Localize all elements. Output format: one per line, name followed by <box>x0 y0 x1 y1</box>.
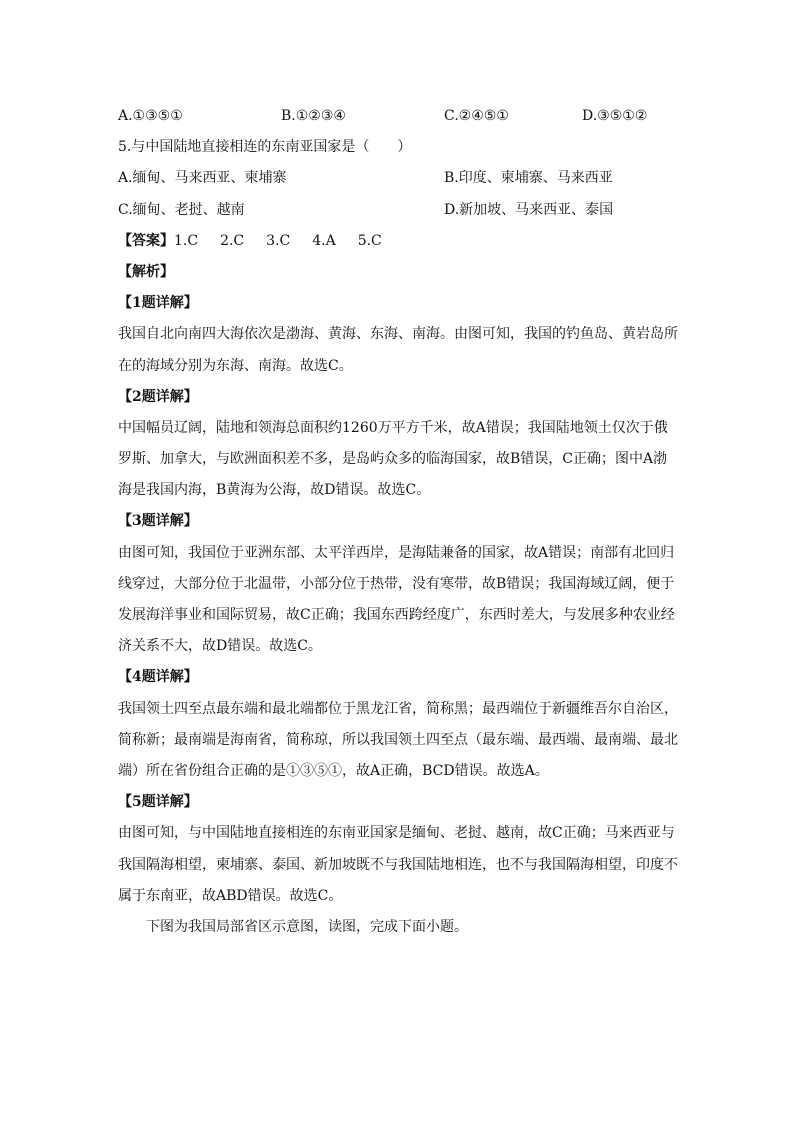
closing-instruction: 下图为我国局部省区示意图，读图，完成下面小题。 <box>146 918 468 935</box>
q4-option-d: D.③⑤①② <box>582 108 648 124</box>
detail-2-line: 罗斯、加拿大，与欧洲面积差不多，是岛屿众多的临海国家，故B错误，C正确；图中A渤 <box>118 451 668 468</box>
detail-1-line: 我国自北向南四大海依次是渤海、黄海、东海、南海。由图可知，我国的钓鱼岛、黄岩岛所 <box>118 326 678 343</box>
detail-heading-3: 【3题详解】 <box>118 513 198 530</box>
q4-option-c: C.②④⑤① <box>444 108 509 124</box>
answer-item: 3.C <box>266 232 291 249</box>
detail-2-line: 中国幅员辽阔，陆地和领海总面积约1260万平方千米，故A错误；我国陆地领土仅次于俄 <box>118 419 668 436</box>
answer-item: 4.A <box>312 232 336 249</box>
detail-5-line: 由图可知，与中国陆地直接相连的东南亚国家是缅甸、老挝、越南，故C正确；马来西亚与 <box>118 825 675 842</box>
answer-row <box>118 226 678 257</box>
q5-option-a: A.缅甸、马来西亚、柬埔寨 <box>118 170 287 187</box>
answer-item: 5.C <box>357 232 382 249</box>
detail-heading-4: 【4题详解】 <box>118 669 198 686</box>
q4-option-b: B.①②③④ <box>281 108 346 124</box>
detail-2-line: 海是我国内海，B黄海为公海，故D错误。故选C。 <box>118 482 431 499</box>
detail-3-line: 济关系不大，故D错误。故选C。 <box>118 638 322 655</box>
analysis-label: 【解析】 <box>118 263 174 280</box>
q5-stem: 5.与中国陆地直接相连的东南亚国家是（ ） <box>118 139 412 156</box>
detail-heading-2: 【2题详解】 <box>118 388 198 405</box>
detail-3-line: 发展海洋事业和国际贸易，故C正确；我国东西跨经度广，东西时差大，与发展多种农业经 <box>118 607 675 623</box>
answer-label: 【答案】 <box>118 232 174 249</box>
answer-item: 1.C <box>174 232 199 249</box>
detail-5-line: 属于东南亚，故ABD错误。故选C。 <box>118 887 343 904</box>
detail-3-line: 由图可知，我国位于亚洲东部、太平洋西岸，是海陆兼备的国家，故A错误；南部有北回归 <box>118 544 675 561</box>
detail-4-line: 我国领土四至点最东端和最北端都位于黑龙江省，简称黑；最西端位于新疆维吾尔自治区， <box>118 700 678 717</box>
q4-options-row <box>118 101 678 132</box>
detail-heading-1: 【1题详解】 <box>118 295 198 312</box>
q5-option-d: D.新加坡、马来西亚、泰国 <box>444 201 614 218</box>
q5-option-b: B.印度、柬埔寨、马来西亚 <box>444 170 613 187</box>
q5-option-c: C.缅甸、老挝、越南 <box>118 201 245 218</box>
detail-3-line: 线穿过，大部分位于北温带，小部分位于热带，没有寒带，故B错误；我国海域辽阔，便于 <box>118 575 675 592</box>
q5-options-row-2 <box>118 195 678 226</box>
detail-4-line: 端）所在省份组合正确的是①③⑤①，故A正确，BCD错误。故选A。 <box>118 762 549 779</box>
detail-1-line: 在的海域分别为东海、南海。故选C。 <box>118 357 353 374</box>
answer-item: 2.C <box>220 232 245 249</box>
detail-heading-5: 【5题详解】 <box>118 794 198 811</box>
document-body <box>118 101 678 943</box>
detail-4-line: 简称新；最南端是海南省，简称琼，所以我国领土四至点（最东端、最西端、最南端、最北 <box>118 731 678 748</box>
q4-option-a: A.①③⑤① <box>118 108 183 124</box>
detail-5-line: 我国隔海相望，柬埔寨、泰国、新加坡既不与我国陆地相连，也不与我国隔海相望，印度不 <box>118 856 678 873</box>
q5-options-row-1 <box>118 163 678 194</box>
